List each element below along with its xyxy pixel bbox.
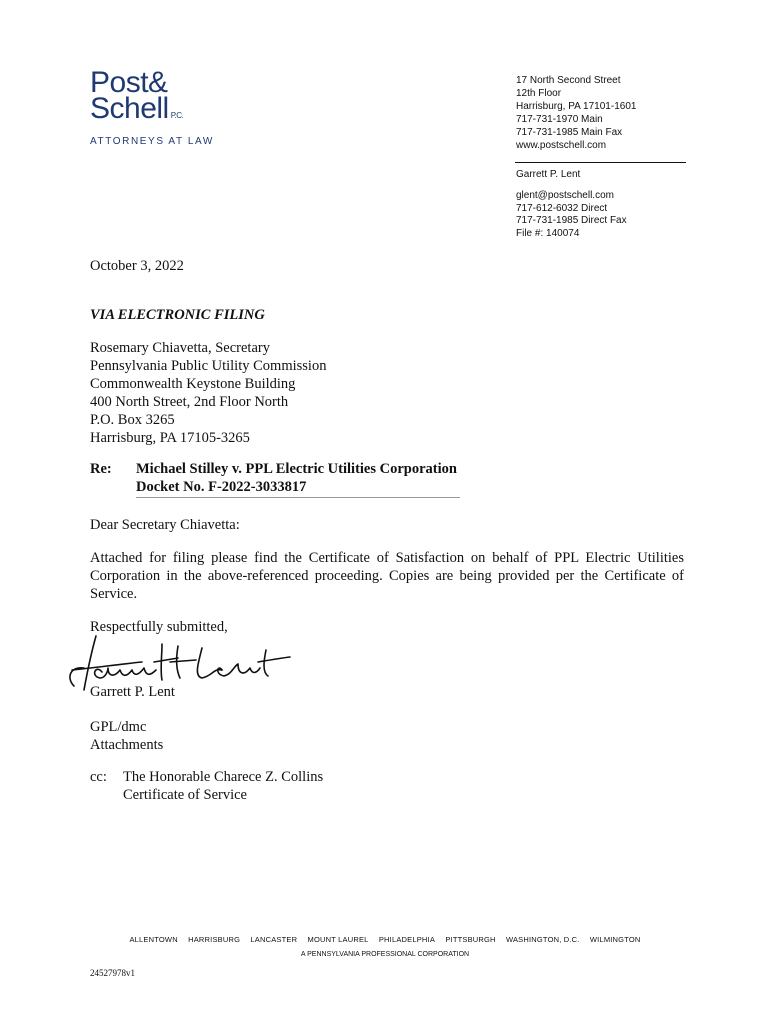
office-location: LANCASTER xyxy=(250,935,298,944)
author-contact xyxy=(516,190,627,240)
re-line: Docket No. F-2022-3033817 xyxy=(136,479,307,495)
office-location: PITTSBURGH xyxy=(445,935,496,944)
contact-line: File #: 140074 xyxy=(516,227,580,239)
recipient-line: P.O. Box 3265 xyxy=(90,412,175,428)
address-line: 717-731-1970 Main xyxy=(516,114,603,125)
initials-block xyxy=(90,718,163,754)
initials-line: GPL/dmc xyxy=(90,719,147,735)
logo-tagline: ATTORNEYS AT LAW xyxy=(90,136,214,147)
closing: Respectfully submitted, xyxy=(90,619,228,635)
recipient-address xyxy=(90,339,326,447)
office-location: ALLENTOWN xyxy=(129,935,178,944)
office-location: PHILADELPHIA xyxy=(378,935,436,944)
salutation: Dear Secretary Chiavetta: xyxy=(90,517,240,533)
delivery-method: VIA ELECTRONIC FILING xyxy=(90,307,265,323)
logo-pc: P.C. xyxy=(170,111,184,120)
logo-line-2: Schell P.C. xyxy=(90,92,184,125)
firm-address xyxy=(516,74,636,152)
office-location: HARRISBURG xyxy=(188,935,241,944)
recipient-line: Commonwealth Keystone Building xyxy=(90,376,296,392)
address-line: 12th Floor xyxy=(516,88,562,99)
recipient-line: Rosemary Chiavetta, Secretary xyxy=(90,340,270,356)
office-location: WASHINGTON, D.C. xyxy=(505,935,580,944)
cc-list xyxy=(123,768,323,804)
footer-corporation: A PENNSYLVANIA PROFESSIONAL CORPORATION xyxy=(300,951,470,958)
address-line: www.postschell.com xyxy=(516,140,607,151)
footer-offices xyxy=(0,935,770,944)
firm-logo xyxy=(90,66,230,147)
address-line: Harrisburg, PA 17101-1601 xyxy=(516,101,637,112)
re-subject xyxy=(136,460,457,496)
office-location: WILMINGTON xyxy=(589,935,641,944)
recipient-line: 400 North Street, 2nd Floor North xyxy=(90,394,289,410)
address-line: 17 North Second Street xyxy=(516,75,621,86)
address-line: 717-731-1985 Main Fax xyxy=(516,127,623,138)
address-divider xyxy=(515,162,686,163)
recipient-line: Pennsylvania Public Utility Commission xyxy=(90,358,327,374)
logo-line-1: Post& xyxy=(90,66,168,99)
letter-date: October 3, 2022 xyxy=(90,258,184,274)
re-label: Re: xyxy=(90,461,112,477)
document-id: 24527978v1 xyxy=(90,968,135,978)
cc-line: The Honorable Charece Z. Collins xyxy=(123,769,324,785)
body-paragraph: Attached for filing please find the Certificate of Satisfaction on behalf of PPL Electric Utilities Corporation in the above-referenced proceeding. Copies are being provided per the Certificate of Service. xyxy=(90,550,684,602)
cc-line: Certificate of Service xyxy=(123,787,247,803)
contact-line: 717-612-6032 Direct xyxy=(516,202,608,214)
author-name: Garrett P. Lent xyxy=(516,169,581,180)
recipient-line: Harrisburg, PA 17105-3265 xyxy=(90,430,250,446)
re-underline xyxy=(136,497,460,498)
contact-line: glent@postschell.com xyxy=(516,190,614,201)
cc-label: cc: xyxy=(90,769,107,785)
re-line: Michael Stilley v. PPL Electric Utilities Corporation xyxy=(136,461,457,477)
contact-line: 717-731-1985 Direct Fax xyxy=(516,215,627,226)
office-location: MOUNT LAUREL xyxy=(307,935,369,944)
signer-name: Garrett P. Lent xyxy=(90,684,175,700)
attachments-line: Attachments xyxy=(90,737,164,753)
